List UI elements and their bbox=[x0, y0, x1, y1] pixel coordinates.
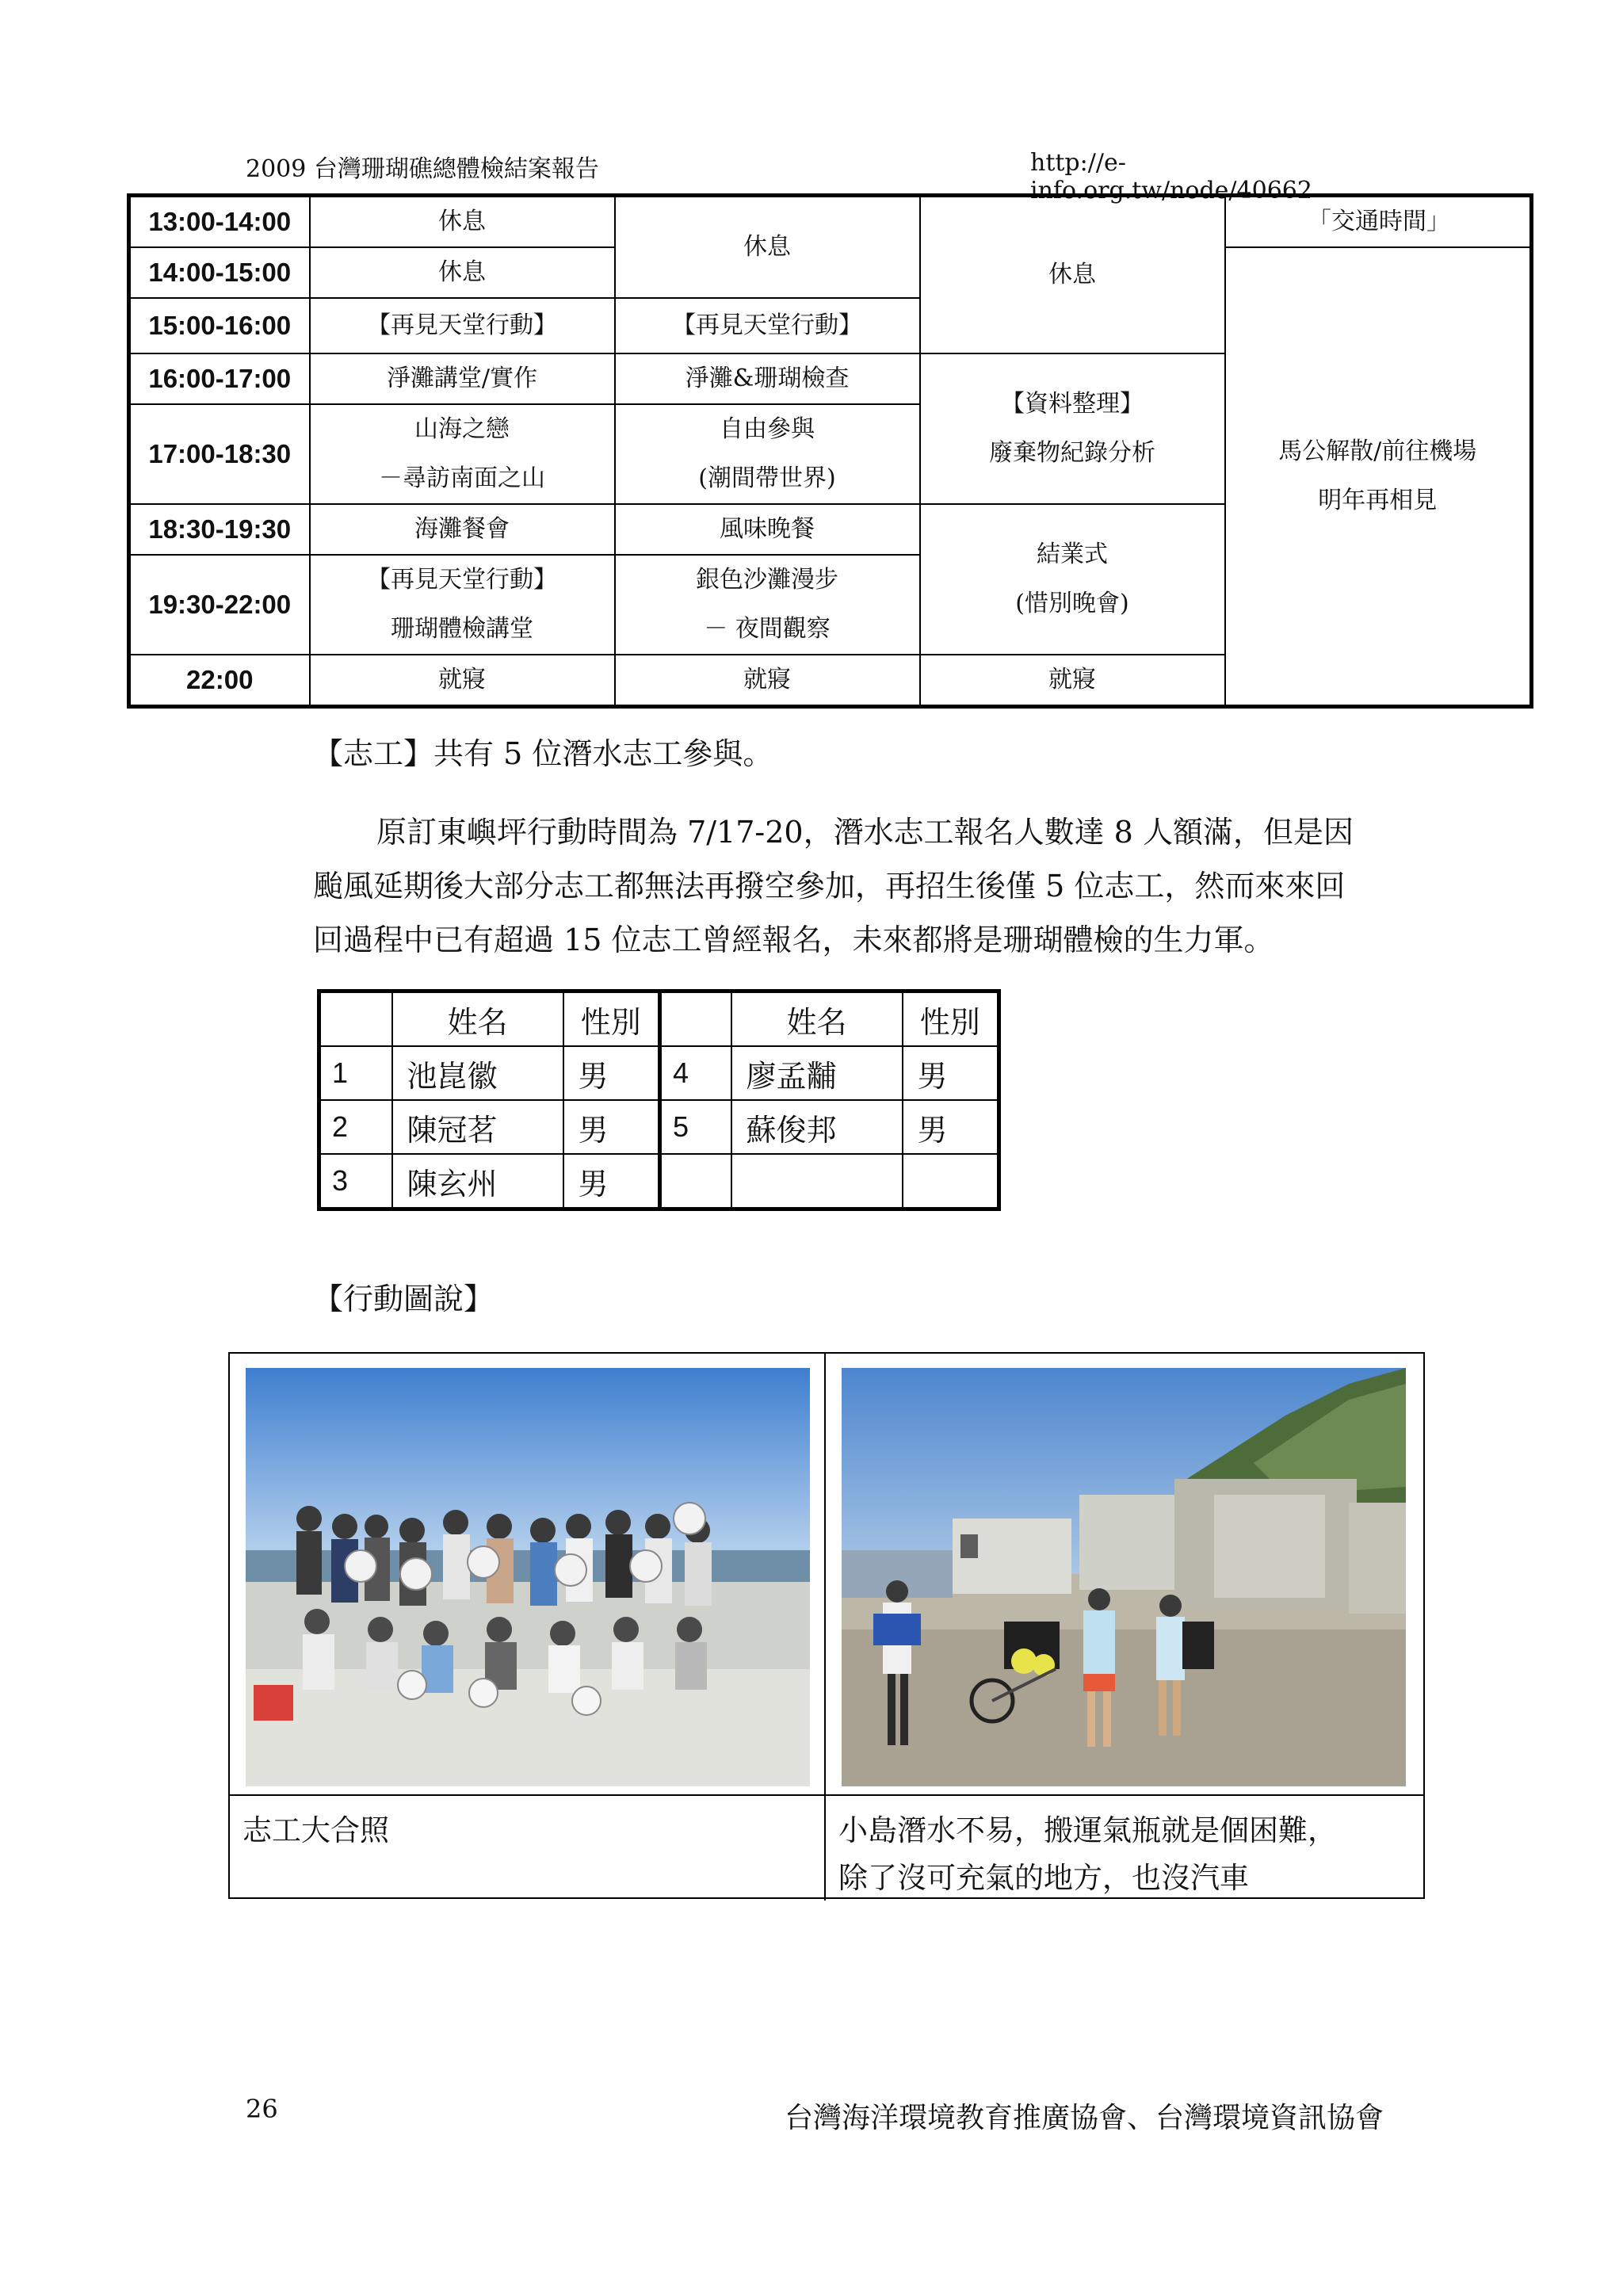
activity-line: 自由參與 bbox=[720, 415, 815, 443]
time-cell: 18:30-19:30 bbox=[129, 504, 310, 555]
header-cell bbox=[319, 991, 392, 1047]
caption-line: 小島潛水不易，搬運氣瓶就是個困難， bbox=[838, 1813, 1337, 1847]
name-header: 姓名 bbox=[731, 991, 903, 1047]
photo-cell bbox=[826, 1354, 1423, 1794]
photo-table bbox=[228, 1352, 1425, 1899]
time-cell: 13:00-14:00 bbox=[129, 196, 310, 248]
gender-header: 性別 bbox=[903, 991, 999, 1047]
volunteer-name bbox=[731, 1154, 903, 1209]
photo-caption: 志工大合照 bbox=[230, 1796, 826, 1901]
volunteer-gender: 男 bbox=[563, 1046, 660, 1100]
volunteer-name: 陳玄州 bbox=[392, 1154, 563, 1209]
footer-organizations: 台灣海洋環境教育推廣協會、台灣環境資訊協會 bbox=[785, 2102, 1384, 2134]
photo-caption bbox=[826, 1796, 1423, 1901]
schedule-cell bbox=[310, 555, 615, 655]
row-number: 4 bbox=[660, 1046, 731, 1100]
header-cell bbox=[660, 991, 731, 1047]
volunteer-name: 池崑徽 bbox=[392, 1046, 563, 1100]
schedule-cell bbox=[310, 404, 615, 504]
paragraph-line: 原訂東嶼坪行動時間為 7/17-20，潛水志工報名人數達 8 人額滿，但是因 bbox=[376, 815, 1354, 850]
gender-header: 性別 bbox=[563, 991, 660, 1047]
schedule-cell: 淨灘&珊瑚檢查 bbox=[615, 353, 920, 404]
schedule-cell: 風味晚餐 bbox=[615, 504, 920, 555]
section-title: 【行動圖說】 bbox=[313, 1282, 495, 1316]
activity-line: 珊瑚體檢講堂 bbox=[391, 615, 533, 643]
activity-line: － 夜間觀察 bbox=[704, 615, 831, 643]
schedule-cell: 【再見天堂行動】 bbox=[615, 298, 920, 353]
schedule-cell: 就寢 bbox=[920, 655, 1225, 707]
volunteer-name: 蘇俊邦 bbox=[731, 1100, 903, 1154]
paragraph-line: 颱風延期後大部分志工都無法再撥空參加，再招生後僅 5 位志工，然而來來回 bbox=[313, 869, 1346, 904]
schedule-cell bbox=[920, 504, 1225, 655]
row-number: 1 bbox=[319, 1046, 392, 1100]
dismiss-line: 馬公解散/前往機場 bbox=[1278, 437, 1477, 465]
volunteer-gender bbox=[903, 1154, 999, 1209]
row-number: 3 bbox=[319, 1154, 392, 1209]
volunteer-name: 廖孟黼 bbox=[731, 1046, 903, 1100]
schedule-cell bbox=[615, 555, 920, 655]
data-line: 廢棄物紀錄分析 bbox=[989, 439, 1155, 467]
time-cell: 14:00-15:00 bbox=[129, 247, 310, 298]
closing-line: (惜別晚會) bbox=[1015, 590, 1129, 617]
volunteer-gender: 男 bbox=[903, 1100, 999, 1154]
schedule-cell: 休息 bbox=[310, 196, 615, 248]
caption-line: 除了沒可充氣的地方，也沒汽車 bbox=[838, 1861, 1249, 1895]
schedule-cell bbox=[615, 404, 920, 504]
schedule-cell: 就寢 bbox=[615, 655, 920, 707]
name-header: 姓名 bbox=[392, 991, 563, 1047]
time-cell: 17:00-18:30 bbox=[129, 404, 310, 504]
activity-line: 【再見天堂行動】 bbox=[367, 566, 557, 594]
volunteer-gender: 男 bbox=[563, 1154, 660, 1209]
closing-line: 結業式 bbox=[1037, 541, 1108, 568]
activity-line: －尋訪南面之山 bbox=[379, 464, 545, 492]
schedule-cell: 淨灘講堂/實作 bbox=[310, 353, 615, 404]
schedule-cell: 就寢 bbox=[310, 655, 615, 707]
schedule-cell: 休息 bbox=[615, 196, 920, 299]
data-line: 【資料整理】 bbox=[1001, 390, 1144, 418]
activity-line: 銀色沙灘漫步 bbox=[696, 566, 838, 594]
table-row bbox=[319, 1046, 999, 1100]
dismiss-line: 明年再相見 bbox=[1318, 487, 1438, 514]
group-photo bbox=[246, 1368, 810, 1786]
time-cell: 22:00 bbox=[129, 655, 310, 707]
volunteer-summary: 【志工】共有 5 位潛水志工參與。 bbox=[313, 736, 773, 771]
schedule-cell: 「交通時間」 bbox=[1225, 196, 1532, 248]
volunteer-paragraph bbox=[313, 805, 1423, 967]
row-number: 5 bbox=[660, 1100, 731, 1154]
schedule-cell bbox=[1225, 247, 1532, 707]
page-number: 26 bbox=[246, 2094, 278, 2124]
schedule-cell: 休息 bbox=[310, 247, 615, 298]
page-header bbox=[246, 149, 1379, 204]
activity-line: (潮間帶世界) bbox=[698, 464, 836, 492]
row-number bbox=[660, 1154, 731, 1209]
volunteer-gender: 男 bbox=[563, 1100, 660, 1154]
time-cell: 16:00-17:00 bbox=[129, 353, 310, 404]
report-url: http://e-info.org.tw/node/40662 bbox=[1030, 149, 1312, 204]
time-cell: 15:00-16:00 bbox=[129, 298, 310, 353]
schedule-cell: 休息 bbox=[920, 196, 1225, 354]
time-cell: 19:30-22:00 bbox=[129, 555, 310, 655]
schedule-cell: 【再見天堂行動】 bbox=[310, 298, 615, 353]
table-row bbox=[319, 1100, 999, 1154]
activity-line: 山海之戀 bbox=[414, 415, 510, 443]
volunteer-gender: 男 bbox=[903, 1046, 999, 1100]
caption-row bbox=[230, 1794, 1423, 1901]
volunteer-name: 陳冠茗 bbox=[392, 1100, 563, 1154]
report-title: 2009 台灣珊瑚礁總體檢結案報告 bbox=[246, 155, 599, 183]
schedule-cell: 海灘餐會 bbox=[310, 504, 615, 555]
schedule-cell bbox=[920, 353, 1225, 504]
paragraph-line: 回過程中已有超過 15 位志工曾經報名，未來都將是珊瑚體檢的生力軍。 bbox=[313, 923, 1274, 957]
island-photo bbox=[842, 1368, 1406, 1786]
row-number: 2 bbox=[319, 1100, 392, 1154]
volunteer-table bbox=[317, 989, 1001, 1211]
photo-cell bbox=[230, 1354, 826, 1794]
schedule-table bbox=[127, 193, 1533, 709]
table-row bbox=[319, 1154, 999, 1209]
